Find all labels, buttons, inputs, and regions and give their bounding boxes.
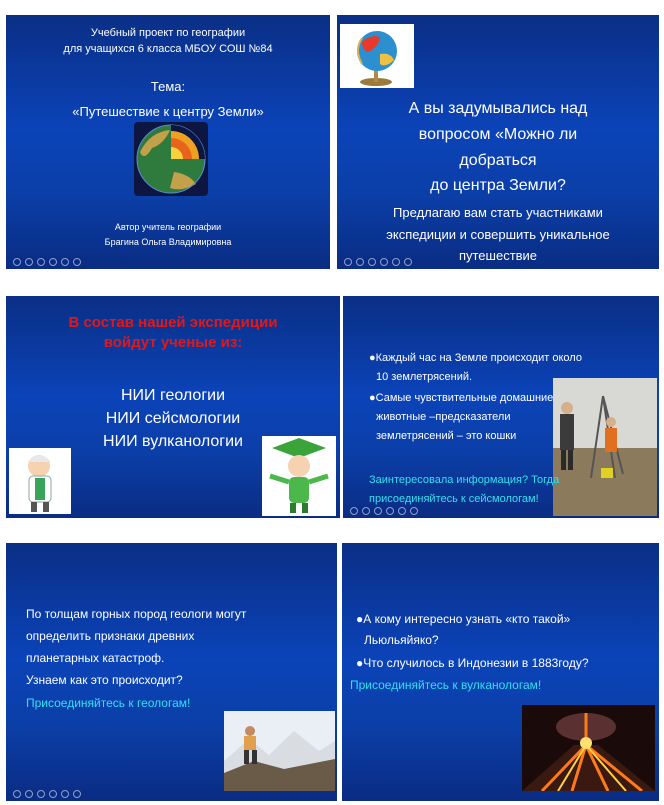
proposal-line-3: путешествие bbox=[458, 248, 538, 263]
volcano-question-1-line-1: ●А кому интересно узнать «кто такой» bbox=[356, 612, 571, 626]
question-line-4: до центра Земли? bbox=[430, 177, 566, 194]
earth-core-image bbox=[134, 122, 208, 196]
geology-line-1: По толщам горных пород геологи могут bbox=[26, 607, 247, 621]
fact-2-line-3: землетрясений – это кошки bbox=[376, 430, 517, 442]
slide-volcanology bbox=[342, 543, 659, 801]
volcanology-cta: Присоединяйтесь к вулканологам! bbox=[350, 678, 542, 692]
prev-icon[interactable] bbox=[13, 790, 21, 798]
proposal-line-1: Предлагаю вам стать участниками bbox=[393, 205, 603, 220]
author-label: Автор учитель географии bbox=[114, 222, 222, 232]
menu-icon[interactable] bbox=[386, 507, 394, 515]
slideshow-controls[interactable] bbox=[13, 258, 81, 266]
slide-title bbox=[6, 15, 330, 269]
institute-seismology: НИИ сейсмологии bbox=[105, 410, 241, 427]
menu-icon[interactable] bbox=[380, 258, 388, 266]
pen-icon[interactable] bbox=[368, 258, 376, 266]
more-icon[interactable] bbox=[73, 258, 81, 266]
more-icon[interactable] bbox=[404, 258, 412, 266]
theme-title: «Путешествие к центру Земли» bbox=[72, 104, 264, 119]
pen-icon[interactable] bbox=[374, 507, 382, 515]
pen-icon[interactable] bbox=[37, 790, 45, 798]
menu-icon[interactable] bbox=[49, 258, 57, 266]
geology-line-4: Узнаем как это происходит? bbox=[26, 673, 183, 687]
menu-icon[interactable] bbox=[49, 790, 57, 798]
geology-line-3: планетарных катастроф. bbox=[26, 651, 165, 665]
fact-2-line-2: животные –предсказатели bbox=[376, 411, 511, 423]
project-line-1: Учебный проект по географии bbox=[90, 27, 246, 39]
next-icon[interactable] bbox=[362, 507, 370, 515]
volcano-question-2: ●Что случилось в Индонезии в 1883году? bbox=[356, 656, 589, 670]
geologist-mountain-photo bbox=[224, 711, 335, 791]
slideshow-controls[interactable] bbox=[344, 258, 412, 266]
slide-seismology bbox=[343, 296, 659, 518]
prev-icon[interactable] bbox=[13, 258, 21, 266]
expedition-heading-2: войдут ученые из: bbox=[103, 334, 243, 351]
next-icon[interactable] bbox=[25, 790, 33, 798]
slide-geology bbox=[6, 543, 337, 801]
globe-image bbox=[340, 24, 414, 88]
fact-2-line-1: ●Самые чувствительные домашние bbox=[369, 392, 554, 404]
proposal-line-2: экспедиции и совершить уникальное bbox=[386, 227, 610, 242]
more-icon[interactable] bbox=[410, 507, 418, 515]
graduate-cartoon-image bbox=[262, 436, 336, 516]
volcano-question-1-line-2: Льюльяйяко? bbox=[364, 633, 439, 647]
zoom-icon[interactable] bbox=[392, 258, 400, 266]
geology-line-2: определить признаки древних bbox=[26, 629, 195, 643]
prev-icon[interactable] bbox=[350, 507, 358, 515]
question-line-1: А вы задумывались над bbox=[408, 100, 588, 117]
zoom-icon[interactable] bbox=[61, 790, 69, 798]
zoom-icon[interactable] bbox=[398, 507, 406, 515]
slide-question bbox=[337, 15, 659, 269]
question-line-3: добраться bbox=[459, 152, 537, 169]
zoom-icon[interactable] bbox=[61, 258, 69, 266]
prev-icon[interactable] bbox=[344, 258, 352, 266]
fact-1-line-1: ●Каждый час на Земле происходит около bbox=[369, 352, 582, 364]
next-icon[interactable] bbox=[356, 258, 364, 266]
slide-expedition bbox=[6, 296, 340, 518]
slideshow-controls[interactable] bbox=[350, 507, 418, 515]
erupting-volcano-image bbox=[522, 705, 655, 791]
question-line-2: вопросом «Можно ли bbox=[418, 126, 578, 143]
theme-label: Тема: bbox=[150, 79, 186, 94]
institute-volcanology: НИИ вулканологии bbox=[103, 433, 243, 450]
seismologists-field-photo bbox=[553, 378, 657, 516]
more-icon[interactable] bbox=[73, 790, 81, 798]
fact-1-line-2: 10 землетрясений. bbox=[376, 371, 473, 383]
slideshow-controls[interactable] bbox=[13, 790, 81, 798]
expedition-heading-1: В состав нашей экспедиции bbox=[68, 314, 278, 331]
professor-cartoon-image bbox=[9, 448, 71, 514]
project-line-2: для учащихся 6 класса МБОУ СОШ №84 bbox=[63, 43, 273, 55]
seismology-cta-line-1: Заинтересовала информация? Тогда bbox=[369, 474, 560, 486]
pen-icon[interactable] bbox=[37, 258, 45, 266]
institute-geology: НИИ геологии bbox=[120, 387, 226, 404]
author-name: Брагина Ольга Владимировна bbox=[104, 237, 232, 247]
next-icon[interactable] bbox=[25, 258, 33, 266]
seismology-cta-line-2: присоединяйтесь к сейсмологам! bbox=[369, 493, 539, 505]
geology-cta: Присоединяйтесь к геологам! bbox=[26, 696, 191, 710]
